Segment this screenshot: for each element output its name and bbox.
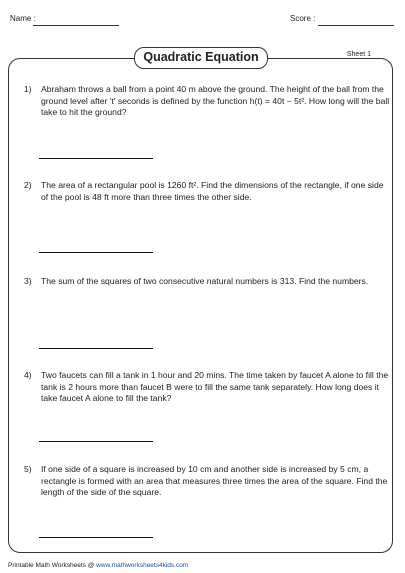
question-number: 2) [24,180,32,190]
question-text: Abraham throws a ball from a point 40 m above the ground. The height of the ball from the ground level after 't' seconds is defined by the function h(t) = 40t − 5t². How long will the ball take to hit the ground? [41,84,390,117]
answer-line-5[interactable] [39,537,153,538]
question-text: Two faucets can fill a tank in 1 hour and 20 mins. The time taken by faucet A alone to fill the tank is 2 hours more than faucet B were to fill the same tank separately. How long does it take faucet A alone to fill the tank? [41,370,389,403]
worksheet-title: Quadratic Equation [134,47,268,69]
score-field-line[interactable] [318,25,394,26]
score-label: Score : [290,14,316,23]
question-text: If one side of a square is increased by 10 cm and another side is increased by 5 cm, a rectangle is formed with an area that measures three times the area of the square. Find the length of the side of the square. [41,464,388,497]
name-field-line[interactable] [33,25,119,26]
question-text: The area of a rectangular pool is 1260 ft². Find the dimensions of the rectangle, if one side of the pool is 48 ft more than three times the other side. [41,180,384,202]
question-number: 4) [24,370,32,380]
question-number: 3) [24,276,32,286]
footer-link[interactable]: www.mathworksheets4kids.com [96,562,189,569]
sheet-label: Sheet 1 [346,51,371,58]
footer-text: Printable Math Worksheets @ [8,562,97,569]
question-text: The sum of the squares of two consecutive natural numbers is 313. Find the numbers. [41,276,369,286]
answer-line-4[interactable] [39,441,153,442]
answer-line-2[interactable] [39,252,153,253]
footer [8,562,188,569]
question-number: 1) [24,84,32,94]
answer-line-1[interactable] [39,158,153,159]
name-label: Name : [10,14,36,23]
question-number: 5) [24,464,32,474]
answer-line-3[interactable] [39,348,153,349]
